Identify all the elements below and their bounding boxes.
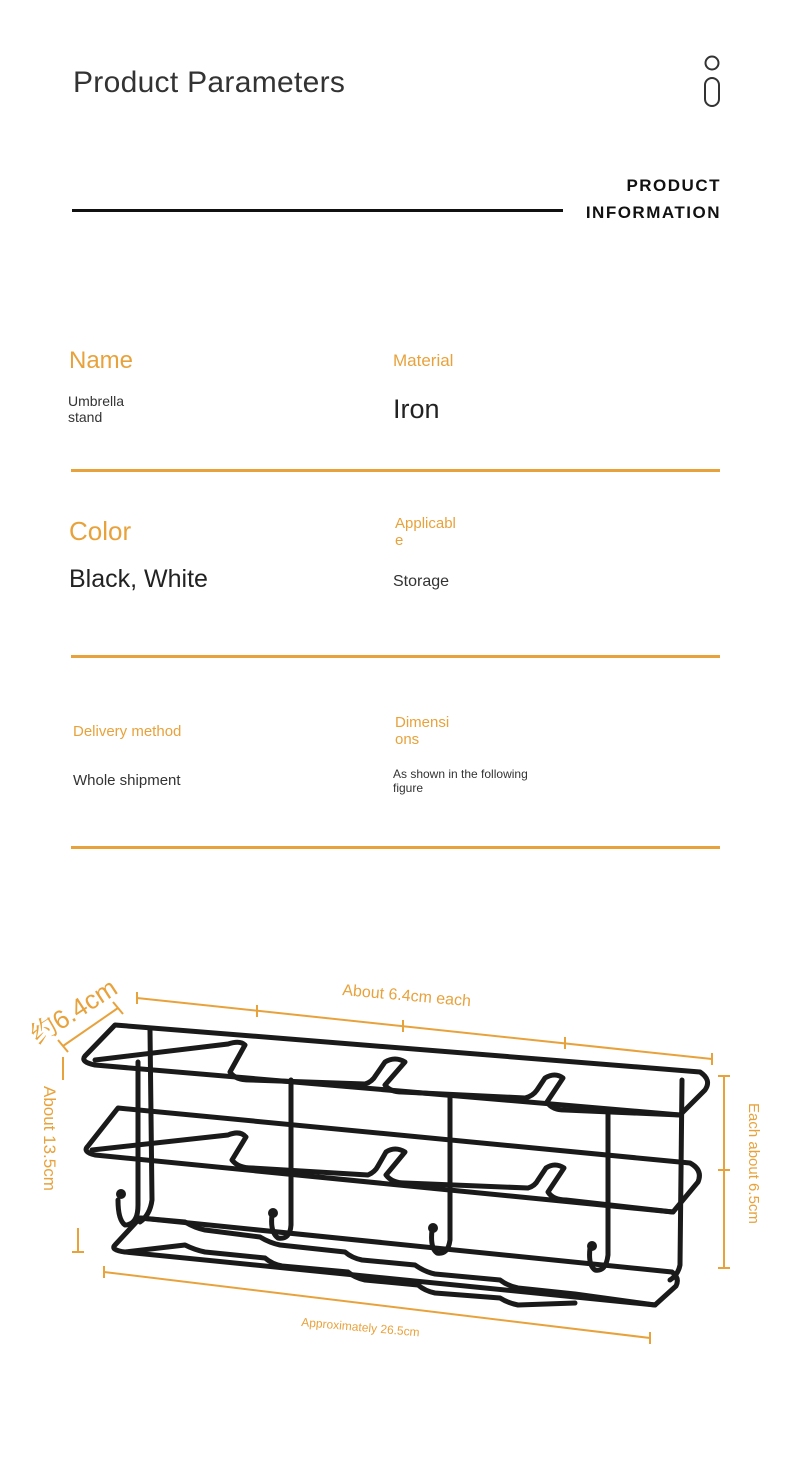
material-label: Material (393, 351, 454, 370)
material-value: Iron (393, 394, 440, 424)
applicable-label-line-2: e (395, 532, 404, 549)
dimensions-value-line-1: As shown in the following (393, 767, 528, 781)
subtitle-line-2: INFORMATION (585, 203, 721, 222)
dim-top-left-label: 约6.4cm (24, 972, 123, 1051)
color-value: Black, White (69, 565, 208, 593)
dimensions-label (395, 714, 449, 748)
umbrella-stand-rack (84, 1025, 708, 1305)
dim-left-label: About 13.5cm (40, 1086, 59, 1191)
dimensions-value (393, 767, 528, 795)
dim-top-label: About 6.4cm each (341, 982, 472, 1011)
name-value-line-2: stand (68, 409, 103, 425)
section-subtitle (585, 172, 721, 226)
applicable-value: Storage (393, 573, 450, 590)
delivery-value: Whole shipment (73, 772, 181, 789)
page-title: Product Parameters (73, 66, 346, 99)
separator (71, 469, 720, 472)
name-value (68, 393, 124, 425)
dim-right-label: Each about 6.5cm (745, 1103, 762, 1224)
dimensions-label-line-1: Dimensi (395, 714, 450, 731)
name-value-line-1: Umbrella (68, 393, 125, 409)
dim-bottom-label: Approximately 26.5cm (300, 1315, 421, 1340)
delivery-label: Delivery method (73, 723, 182, 740)
applicable-label (395, 515, 456, 549)
header-rule (72, 209, 563, 212)
color-label: Color (69, 516, 132, 546)
dimensions-label-line-2: ons (395, 731, 420, 748)
subtitle-line-1: PRODUCT (626, 176, 721, 195)
separator (71, 655, 720, 658)
dimensions-value-line-2: figure (393, 781, 424, 795)
separator (71, 846, 720, 849)
product-figure (0, 940, 790, 1380)
applicable-label-line-1: Applicabl (395, 515, 456, 532)
name-label: Name (69, 347, 134, 374)
info-icon (700, 52, 724, 112)
